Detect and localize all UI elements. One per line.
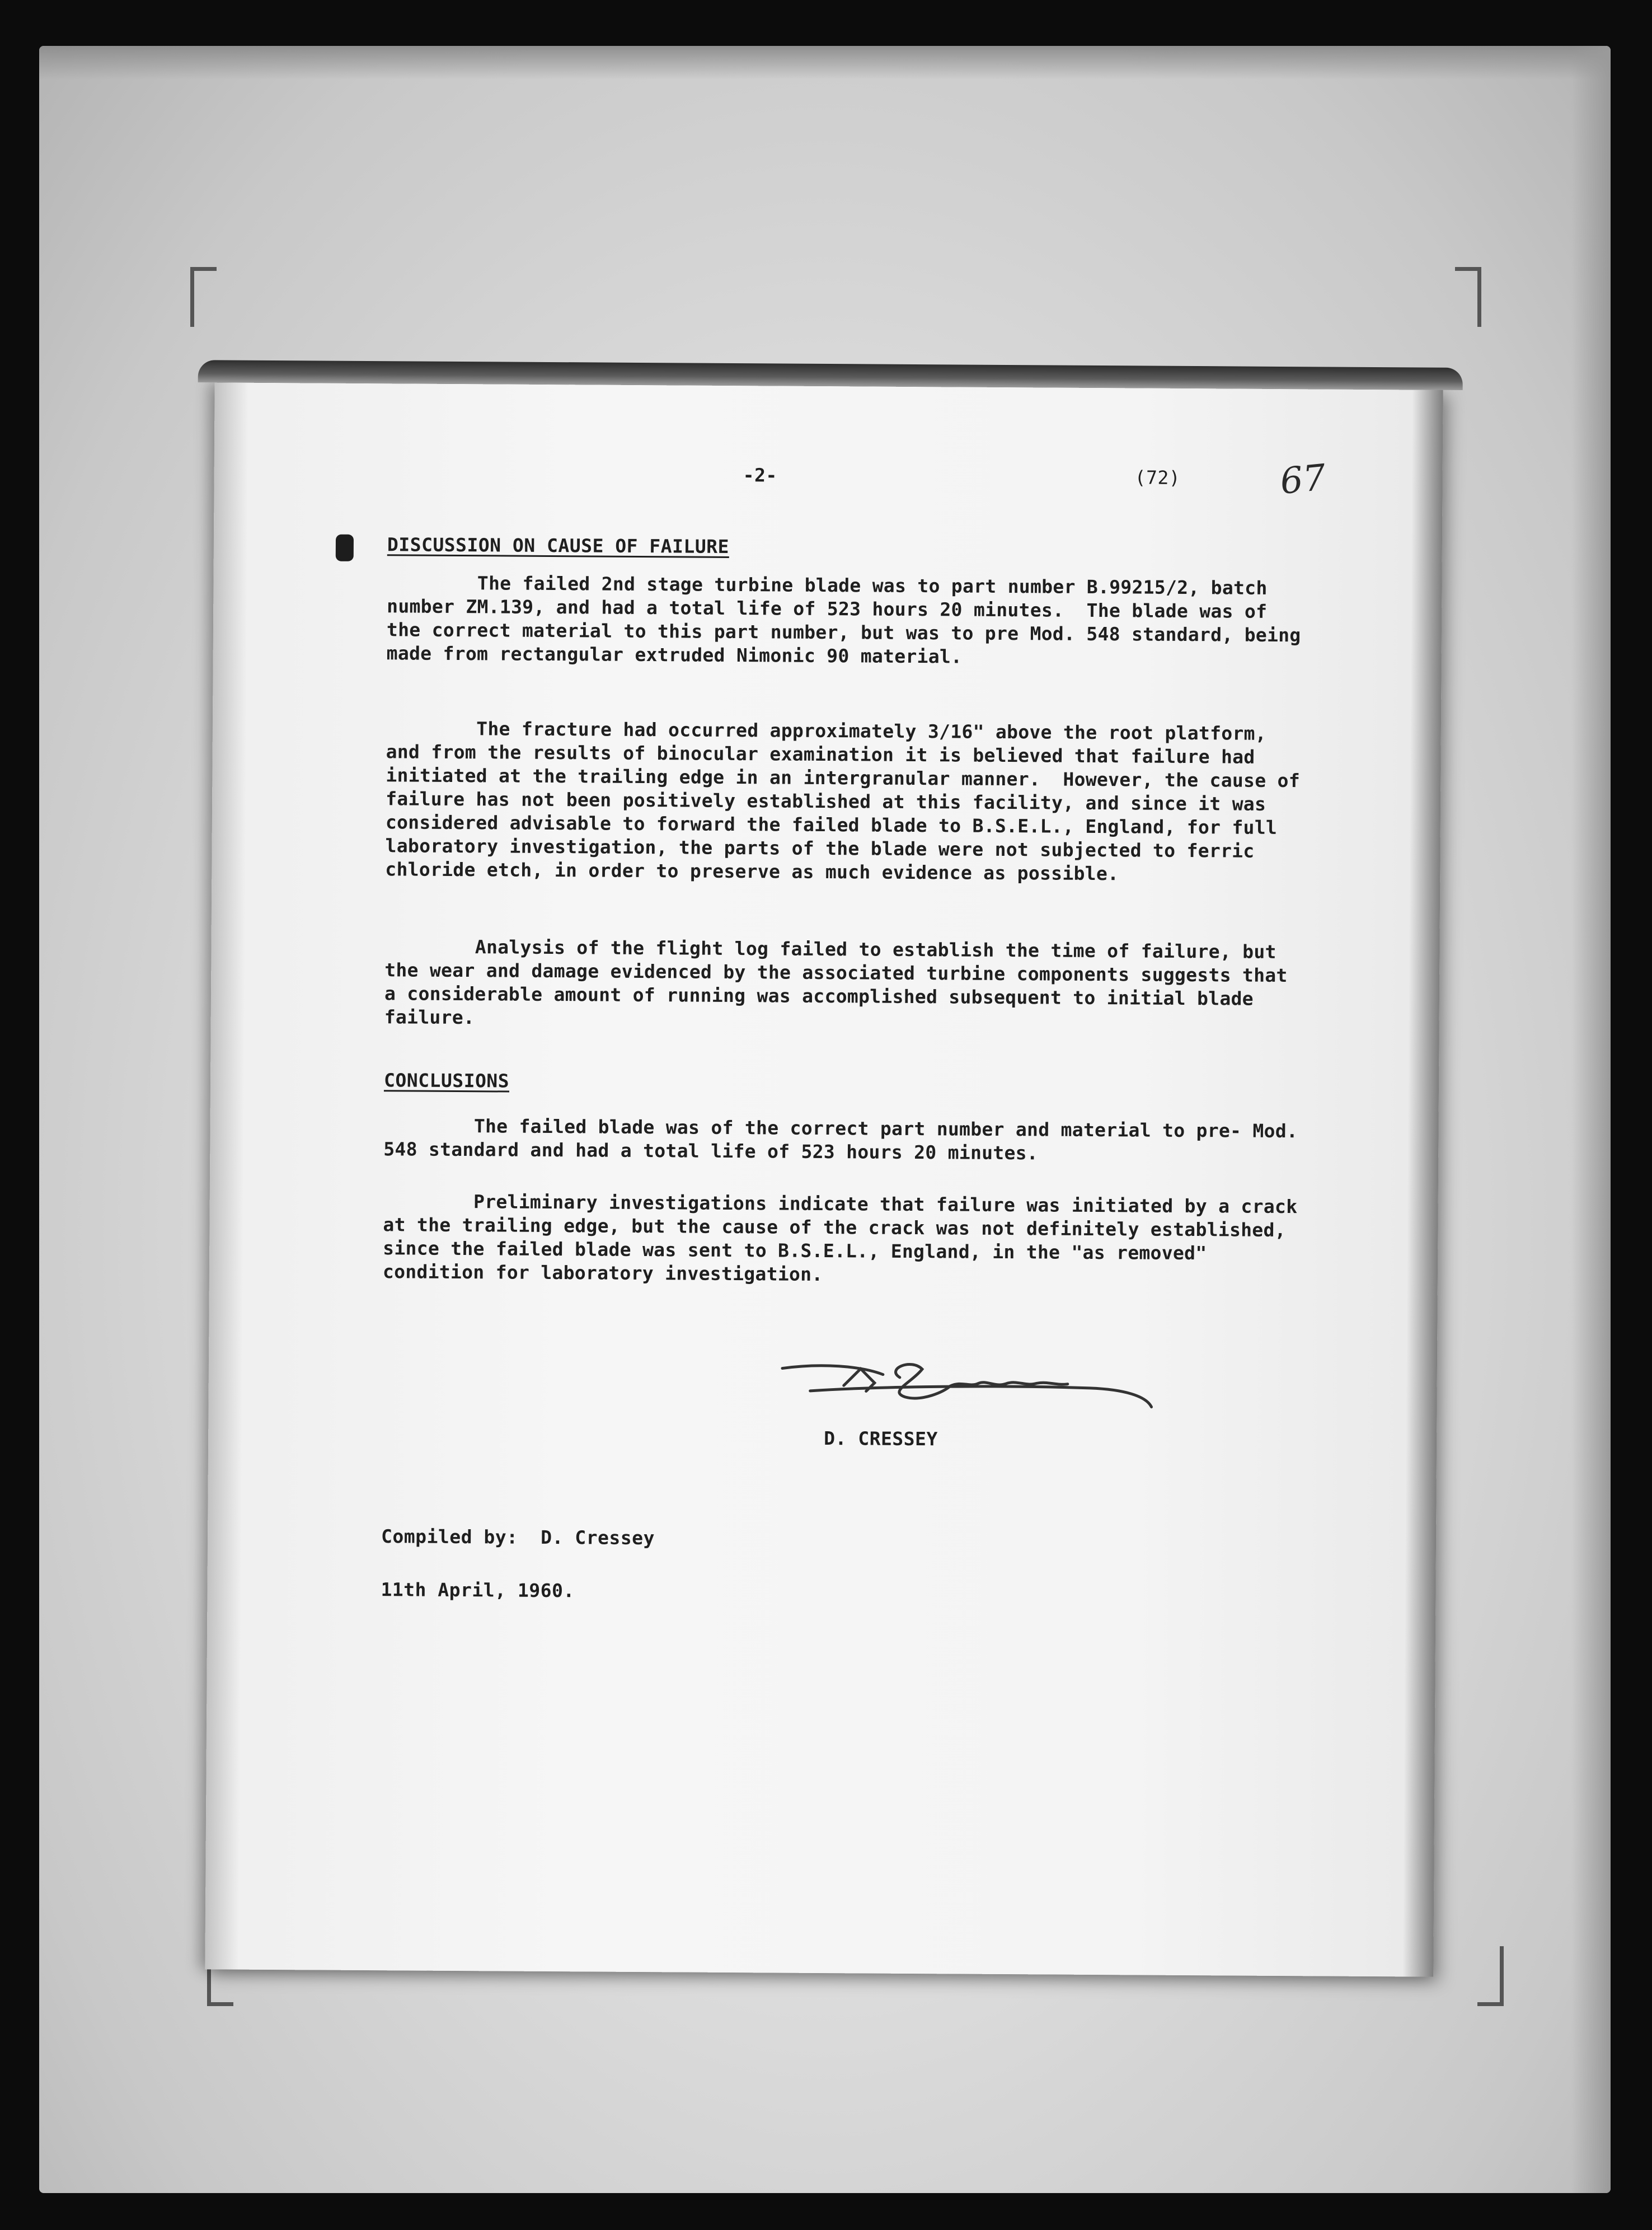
crop-mark-bottom-right <box>1477 1946 1504 2006</box>
document-date: 11th April, 1960. <box>381 1578 575 1602</box>
page-number: -2- <box>743 464 777 486</box>
reference-number: (72) <box>1134 466 1181 489</box>
crop-mark-top-left <box>190 267 217 327</box>
discussion-paragraph-1: The failed 2nd stage turbine blade was to part number B.99215/2, batch number ZM.139, and had a total life of 523 hours 20 minutes. The blade was of the correct material to this part number, but was to pre Mod. 548 standard, being made from rectangular extruded Nimonic 90 material. <box>386 571 1312 668</box>
frame-top-shadow <box>39 46 1611 79</box>
discussion-paragraph-2: The fracture had occurred approximately 3/16" above the root platform, and from the results of binocular examination it is believed that failure had initiated at the trailing edge in an intergranular manner. However, the cause of failure has not been positively established at this facility, and since it was considered advisable to forward the failed blade to B.S.E.L., England, for full laboratory investigation, the parts of the blade were not subjected to ferric chloride etch, in order to preserve as much evidence as possible. <box>385 717 1312 885</box>
frame-right-shadow <box>1571 46 1611 2193</box>
punch-hole <box>336 535 354 561</box>
handwritten-page-number: 67 <box>1278 457 1328 503</box>
signature-name: D. CRESSEY <box>824 1427 938 1450</box>
typed-page <box>205 382 1443 1976</box>
section-heading-conclusions: CONCLUSIONS <box>383 1069 510 1092</box>
conclusions-paragraph-1: The failed blade was of the correct part number and material to pre- Mod. 548 standard and had a total life of 523 hours 20 minutes. <box>383 1114 1310 1164</box>
conclusions-paragraph-2: Preliminary investigations indicate that failure was initiated by a crack at the trailing edge, but the cause of the crack was not definitely established, since the failed blade was sent to B.S.E.L., England, in the "as removed" condition for laboratory investigation. <box>382 1190 1309 1285</box>
section-heading-discussion: DISCUSSION ON CAUSE OF FAILURE <box>387 533 730 558</box>
handwritten-signature <box>776 1351 1157 1432</box>
crop-mark-top-right <box>1455 267 1481 327</box>
compiled-by: Compiled by: D. Cressey <box>381 1525 655 1549</box>
discussion-paragraph-3: Analysis of the flight log failed to establish the time of failure, but the wear and damage evidenced by the associated turbine components suggests that a considerable amount of running was accomplished subsequent to initial blade failure. <box>384 935 1299 1029</box>
